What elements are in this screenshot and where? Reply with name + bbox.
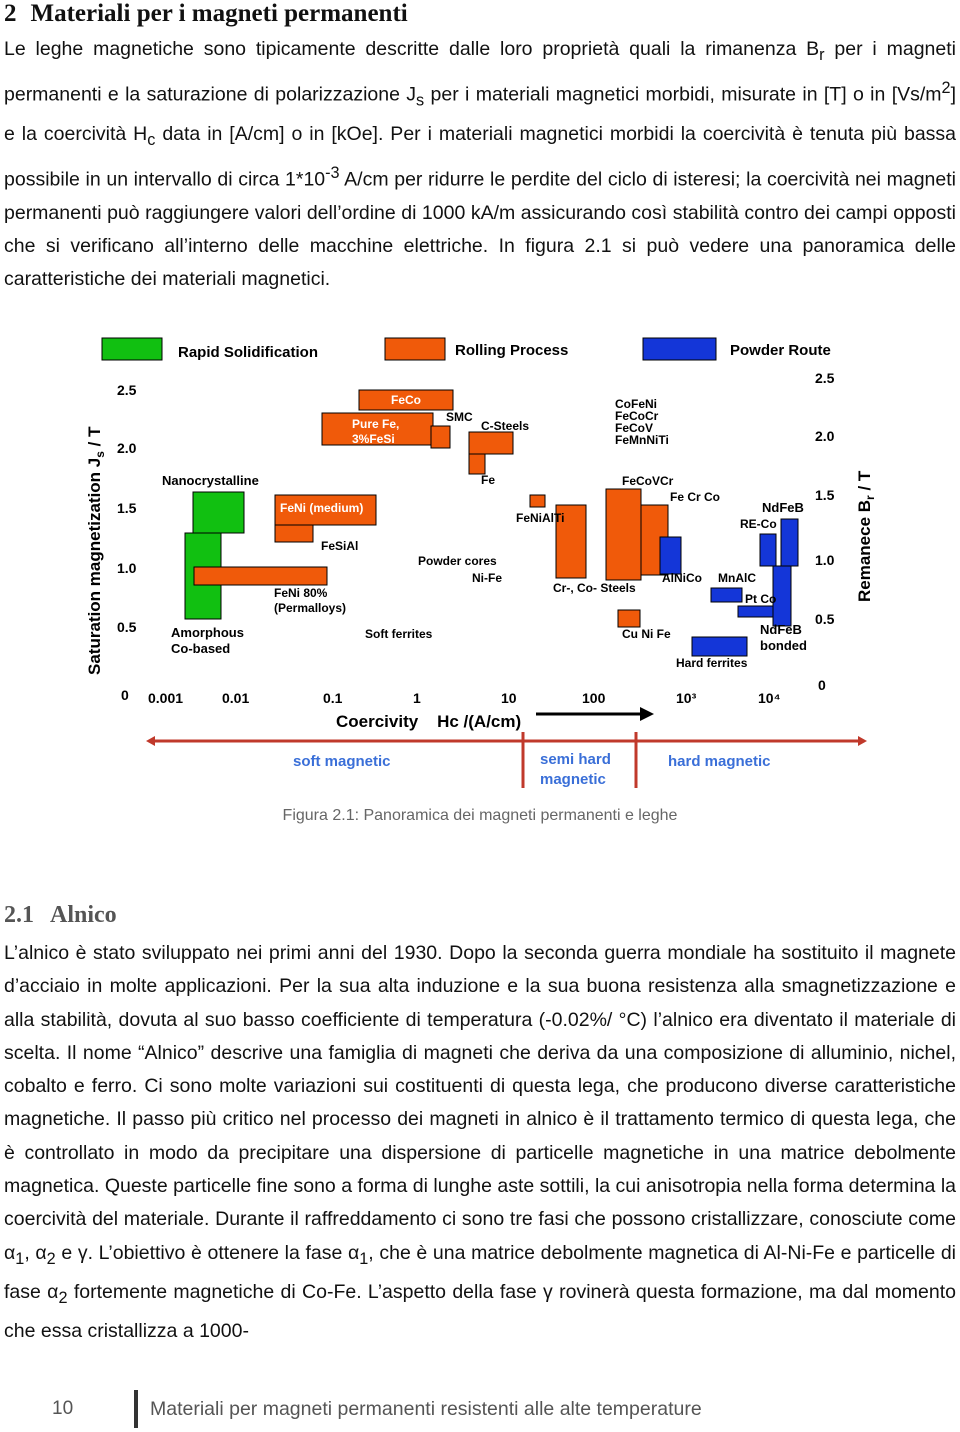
label-pure-fe: Pure Fe, 3%FeSi — [352, 417, 400, 446]
label-soft-ferrites: Soft ferrites — [365, 627, 433, 641]
label-fecovcr: FeCoVCr — [622, 474, 674, 488]
x-tick: 0.01 — [222, 690, 250, 706]
label-alnico: AlNiCo — [662, 571, 702, 585]
x-tick: 100 — [582, 690, 606, 706]
alnico-paragraph: L’alnico è stato sviluppato nei primi anni del 1930. Dopo la seconda guerra mondiale ha sostituito il magnete d’acciaio in molte applicazioni. Per la sua alta induzione e la sua buona resistenza alla smagnetizzazione e alla stabilità, dovuta al suo basso coefficiente di temperatura (-0.02%/ °C) l’alnico era diventato il materiale di scelta. Il nome “Alnico” descrive una famiglia di magneti che deriva da una composizione di alluminio, nichel, cobalto e ferro. Ci sono molte variazioni sui costituenti di questa lega, che producono diverse caratteristiche magnetiche. Il passo più critico nel processo dei magneti in alnico è il trattamento termico di questa lega, che è controllato in modo da precipitare una dispersione di particelle magnetiche in una matrice debolmente magnetica. Queste particelle fine sono a forma di lunghe aste sottili, la cui anisotropia nella forma determina la coercività del materiale. Durante il raffreddamento ci sono tre fasi che possono cristallizzare, conosciute come $\alpha_1$, $\alpha_2$ e γ. L’obiettivo è ottenere la fase $\alpha_1$, che è una matrice debolmente magnetica di Al-Ni-Fe e particelle di fase $\alpha_2$ fortemente magnetiche di Co-Fe. L’aspetto della fase γ rovinerà questa formazione, ma dal momento che essa cristallizza a 1000- — [4, 942, 956, 1343]
material-box-fesial — [275, 525, 313, 542]
legend-label-powder: Powder Route — [730, 342, 831, 359]
material-box-csteels — [469, 432, 513, 454]
region-hard-magnetic: hard magnetic — [668, 753, 771, 770]
y-left-tick: 0 — [121, 687, 129, 703]
material-box-fe — [469, 454, 485, 474]
y-right-tick: 2.0 — [815, 428, 835, 444]
subsection-title: Alnico — [50, 902, 117, 928]
label-cunife: Cu Ni Fe — [622, 627, 671, 641]
label-nife: Ni-Fe — [472, 571, 502, 585]
y-right-tick: 1.5 — [815, 487, 835, 503]
y-right-tick: 1.0 — [815, 552, 835, 568]
material-box-reco — [760, 534, 776, 566]
legend-label-rapid: Rapid Solidification — [178, 344, 319, 361]
y-left-tick: 2.5 — [117, 382, 137, 398]
x-tick: 10 — [501, 690, 517, 706]
region-soft-magnetic: soft magnetic — [293, 753, 391, 770]
label-feco: FeCo — [391, 393, 421, 407]
section-heading — [4, 0, 408, 28]
label-fenialti: FeNiAlTi — [516, 511, 565, 525]
region-semi-hard-magnetic: semi hard magnetic — [540, 751, 611, 788]
y-left-tick: 1.5 — [117, 500, 137, 516]
material-box-mnalc — [711, 588, 742, 602]
y-right-ticks — [815, 370, 835, 693]
label-powder-cores: Powder cores — [418, 554, 497, 568]
y-right-tick: 2.5 — [815, 370, 835, 386]
material-box-hard-ferrites — [692, 637, 747, 656]
y-left-ticks — [117, 382, 137, 703]
y-left-axis-title: Saturation magnetization $J_s$ / T — [85, 426, 107, 675]
x-tick: 10³ — [676, 690, 697, 706]
label-crco: Cr-, Co- Steels — [553, 581, 636, 595]
label-csteels: C-Steels — [481, 419, 530, 433]
intro-paragraph: Le leghe magnetiche sono tipicamente descritte dalle loro proprietà quali la rimanenza $B_r$ per i magneti permanenti e la saturazione di polarizzazione $J_s$ per i materiali magnetici morbidi, misurate in [T] o in $[Vs/m^2]$ e la coercività $H_c$ data in [A/cm] o in [kOe]. Per i materiali magnetici morbidi la coercività è tenuta più bassa possibile in un intervallo di circa $1*10^{-3}$ A/cm per ridurre le perdite del ciclo di isteresi; la coercività nei magneti permanenti può raggiungere valori dell’ordine di 1000 kA/m assicurando così stabilità contro dei campi opposti che si verificano all’interno delle macchine elettriche. In figura 2.1 si può vedere una panoramica delle caratteristiche dei materiali magnetici. — [4, 38, 957, 291]
legend-swatch-rapid — [102, 338, 162, 360]
x-tick: 1 — [413, 690, 421, 706]
material-box-ndfeb — [781, 519, 798, 566]
label-nanocrystalline: Nanocrystalline — [162, 473, 259, 488]
page-number: 10 — [52, 1398, 74, 1419]
label-fesial: FeSiAl — [321, 539, 359, 553]
label-amorphous: Amorphous Co-based — [171, 625, 244, 656]
materials-overview-figure — [0, 330, 960, 800]
y-right-axis-title: Remanece $B_r$ / T — [855, 470, 877, 602]
material-box-ptco — [738, 606, 774, 617]
section-number: 2 — [4, 0, 17, 27]
label-cofeni: CoFeNi FeCoCr FeCoV FeMnNiTi — [615, 397, 669, 447]
y-right-tick: 0 — [818, 677, 826, 693]
label-fecrco: Fe Cr Co — [670, 490, 721, 504]
legend-swatch-powder — [643, 338, 716, 360]
running-footer: Materiali per magneti permanenti resistenti alle alte temperature — [150, 1398, 702, 1420]
subsection-number: 2.1 — [4, 902, 34, 928]
label-hard-ferrites: Hard ferrites — [676, 656, 748, 670]
label-ndfeb-bonded: NdFeB bonded — [760, 622, 807, 653]
x-tick: 10⁴ — [758, 690, 781, 706]
material-box-cunife — [618, 610, 640, 627]
label-smc: SMC — [446, 410, 473, 424]
y-left-tick: 2.0 — [117, 440, 137, 456]
x-axis-label: Coercivity Hc /(A/cm) — [336, 712, 522, 731]
label-feni80: FeNi 80% (Permalloys) — [274, 586, 347, 615]
figure-caption: Figura 2.1: Panoramica dei magneti permanenti e leghe — [282, 807, 678, 824]
label-ptco: Pt Co — [745, 592, 777, 606]
section-title: Materiali per i magneti permanenti — [30, 0, 408, 27]
label-fe: Fe — [481, 473, 496, 487]
y-right-tick: 0.5 — [815, 611, 835, 627]
footer-divider — [134, 1390, 138, 1428]
subsection-heading — [4, 902, 117, 929]
material-box-alnico — [660, 537, 681, 574]
label-reco: RE-Co — [740, 517, 777, 531]
legend-label-rolling: Rolling Process — [455, 342, 569, 359]
label-ndfeb: NdFeB — [762, 500, 804, 515]
material-box-feni80 — [194, 567, 327, 585]
material-box-fecovcr — [606, 489, 641, 580]
material-box-smc — [431, 426, 450, 448]
legend-swatch-rolling — [385, 338, 445, 360]
x-axis-arrowhead — [640, 707, 654, 721]
y-left-tick: 0.5 — [117, 619, 137, 635]
label-mnalc: MnAlC — [718, 571, 756, 585]
x-tick: 0.1 — [323, 690, 343, 706]
material-box-nanocrystalline — [193, 492, 244, 533]
y-left-tick: 1.0 — [117, 560, 137, 576]
material-box-fenialti — [530, 495, 545, 507]
x-ticks — [148, 690, 781, 706]
label-feni-medium: FeNi (medium) — [280, 501, 364, 515]
x-tick: 0.001 — [148, 690, 184, 706]
